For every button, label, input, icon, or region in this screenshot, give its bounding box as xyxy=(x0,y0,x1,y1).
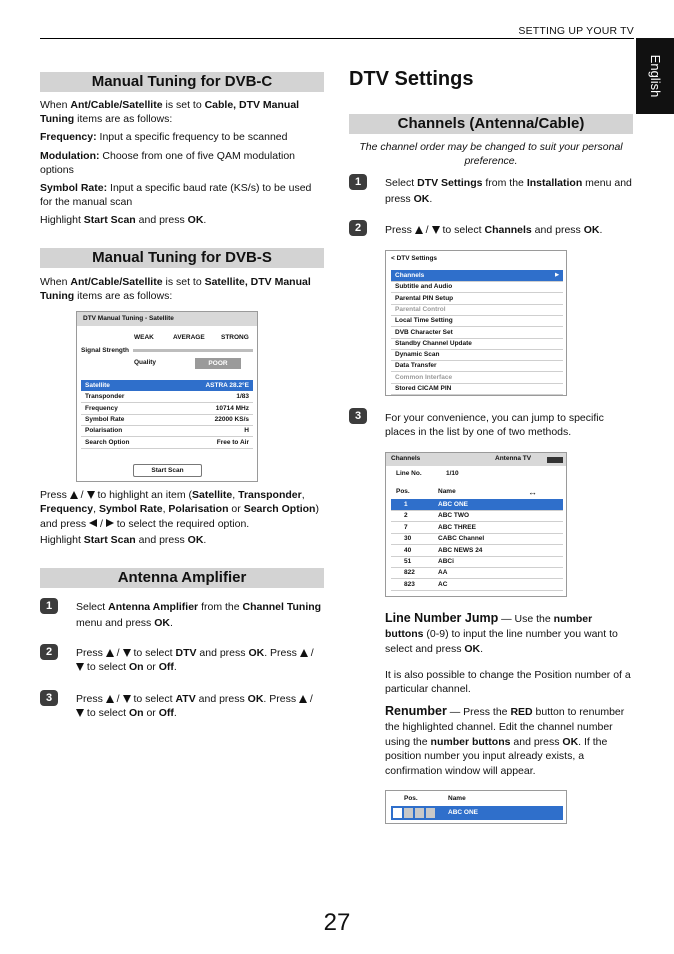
step-number-2: 2 xyxy=(40,644,58,660)
screen-title: DTV Manual Tuning - Satellite xyxy=(77,312,257,326)
channel-row[interactable] xyxy=(391,533,563,544)
menu-item-label: Standby Channel Update xyxy=(395,339,472,347)
dvbs-setting-label: Frequency xyxy=(85,404,118,412)
menu-item-label: Parental PIN Setup xyxy=(395,294,454,302)
dvbs-setting-label: Symbol Rate xyxy=(85,415,125,423)
language-tab xyxy=(636,38,674,114)
channels-title: Channels xyxy=(391,455,421,462)
dvbc-modulation: Modulation: Choose from one of five QAM modulation options xyxy=(40,150,295,177)
menu-item[interactable] xyxy=(391,270,563,281)
section-title-channels: Channels (Antenna/Cable) xyxy=(349,114,633,134)
dvbs-setting-label: Transponder xyxy=(85,393,125,401)
channel-position: 2 xyxy=(404,512,408,520)
down-arrow-icon xyxy=(76,663,84,671)
line-no-value: 1/10 xyxy=(446,470,459,477)
channel-name: ABC THREE xyxy=(438,523,476,531)
menu-title: < DTV Settings xyxy=(391,255,438,262)
signal-strength-bar xyxy=(133,349,253,352)
menu-item[interactable] xyxy=(391,293,563,304)
col-name-header: Name xyxy=(438,488,456,495)
menu-item-label: Channels xyxy=(395,272,425,279)
digit-box[interactable] xyxy=(404,808,413,818)
menu-item-label: Common Interface xyxy=(395,373,453,381)
page-number: 27 xyxy=(323,909,351,936)
renumber-channel-name: ABC ONE xyxy=(448,809,478,816)
row-divider xyxy=(391,590,563,591)
menu-item-label: Local Time Setting xyxy=(395,317,453,325)
amplifier-step-1: Select Antenna Amplifier from the Channel Tuning menu and press OK. xyxy=(76,601,322,629)
quality-value: POOR xyxy=(195,358,241,369)
menu-item[interactable] xyxy=(391,338,563,349)
channel-position: 822 xyxy=(404,569,415,577)
channel-name: ABCi xyxy=(438,558,454,565)
up-arrow-icon xyxy=(299,695,307,703)
channel-row[interactable] xyxy=(391,545,563,556)
channel-name: CABC Channel xyxy=(438,535,485,543)
renumber-col-pos: Pos. xyxy=(404,795,418,802)
battery-icon xyxy=(547,457,563,463)
up-arrow-icon xyxy=(70,491,78,499)
up-arrow-icon xyxy=(106,695,114,703)
col-pos-header: Pos. xyxy=(396,488,410,495)
menu-item[interactable] xyxy=(391,304,563,315)
left-arrow-icon xyxy=(89,519,97,527)
channel-name: AC xyxy=(438,580,448,588)
row-divider xyxy=(81,448,253,449)
dtv-step-2: Press / to select Channels and press OK. xyxy=(385,224,603,236)
menu-item-label: Stored CICAM PIN xyxy=(395,385,452,392)
dtv-settings-menu-screen xyxy=(385,250,567,396)
renumber-col-name: Name xyxy=(448,795,466,802)
dvbs-setting-label: Satellite xyxy=(85,382,110,389)
dvbs-setting-row[interactable] xyxy=(81,414,253,425)
step-number-1: 1 xyxy=(40,598,58,614)
up-arrow-icon xyxy=(415,226,423,234)
dvbc-intro: When Ant/Cable/Satellite is set to Cable, DTV Manual Tuning items are as follows: xyxy=(40,99,300,126)
dtv-step-1: Select DTV Settings from the Installation menu and press OK. xyxy=(385,177,632,205)
chevron-right-icon: ▶ xyxy=(555,272,559,278)
signal-label-average: AVERAGE xyxy=(173,334,205,341)
menu-item-label: Subtitle and Audio xyxy=(395,283,453,291)
running-header: SETTING UP YOUR TV xyxy=(518,25,634,37)
menu-item-label: Data Transfer xyxy=(395,362,437,370)
section-title-dvbs: Manual Tuning for DVB-S xyxy=(40,248,324,268)
dvbc-symbol-rate: Symbol Rate: Input a specific baud rate (KS/s) to be used for the manual scan xyxy=(40,182,312,209)
dvbs-setting-value: ASTRA 28.2°E xyxy=(205,382,249,389)
start-scan-button[interactable]: Start Scan xyxy=(133,464,202,477)
menu-item-label: Parental Control xyxy=(395,305,446,313)
dvbs-setting-row[interactable] xyxy=(81,403,253,414)
channel-row[interactable] xyxy=(391,567,563,578)
down-arrow-icon xyxy=(123,649,131,657)
down-arrow-icon xyxy=(432,226,440,234)
signal-label-strong: STRONG xyxy=(221,334,249,341)
line-no-label: Line No. xyxy=(396,470,422,477)
channel-position: 7 xyxy=(404,523,408,531)
dvbs-highlight: Highlight Start Scan and press OK. xyxy=(40,534,207,546)
renumber-row[interactable] xyxy=(391,806,563,820)
menu-item[interactable] xyxy=(391,281,563,292)
channel-position: 51 xyxy=(404,558,412,565)
signal-strength-label: Signal Strength xyxy=(81,347,130,354)
page-title: DTV Settings xyxy=(349,68,474,90)
dvbc-highlight: Highlight Start Scan and press OK. xyxy=(40,214,207,226)
up-arrow-icon xyxy=(106,649,114,657)
dvbs-setting-value: 22000 KS/s xyxy=(214,415,249,423)
dvbs-intro: When Ant/Cable/Satellite is set to Satellite, DTV Manual Tuning items are as follows: xyxy=(40,276,311,303)
section-title-dvbc: Manual Tuning for DVB-C xyxy=(40,72,324,92)
header-rule xyxy=(40,38,634,39)
down-arrow-icon xyxy=(123,695,131,703)
channel-position: 30 xyxy=(404,535,412,543)
step-number-3: 3 xyxy=(40,690,58,706)
step-number-2: 2 xyxy=(349,220,367,236)
channel-name: AA xyxy=(438,569,448,577)
dtv-step-3: For your convenience, you can jump to specific places in the list by one of two methods. xyxy=(385,412,604,439)
digit-box[interactable] xyxy=(415,808,424,818)
dvbs-setting-row[interactable] xyxy=(81,380,253,391)
dvbs-tuning-screen xyxy=(76,311,258,482)
renumber-screen xyxy=(385,790,567,824)
digit-box[interactable] xyxy=(426,808,435,818)
menu-item-label: Dynamic Scan xyxy=(395,351,440,359)
quality-label: Quality xyxy=(134,359,157,366)
section-title-amplifier: Antenna Amplifier xyxy=(40,568,324,588)
dvbs-setting-value: 1/83 xyxy=(236,393,249,401)
step-number-3: 3 xyxy=(349,408,367,424)
channel-row[interactable] xyxy=(391,579,563,590)
channel-order-note: The channel order may be changed to suit your personal preference. xyxy=(359,141,623,168)
channels-list-screen xyxy=(385,452,567,597)
channel-row[interactable] xyxy=(391,499,563,510)
dvbs-setting-value: H xyxy=(244,427,249,435)
amplifier-step-3: Press / to select ATV and press OK. Press / to select On or Off. xyxy=(76,693,313,720)
channels-source: Antenna TV xyxy=(495,455,532,462)
dvbs-setting-row[interactable] xyxy=(81,425,253,436)
menu-item-label: DVB Character Set xyxy=(395,328,453,336)
menu-item[interactable] xyxy=(391,372,563,383)
position-change-text: It is also possible to change the Position number of a particular channel. xyxy=(385,669,631,696)
menu-item[interactable] xyxy=(391,360,563,371)
signal-label-weak: WEAK xyxy=(134,334,154,341)
channel-position: 823 xyxy=(404,580,415,588)
channel-name: ABC ONE xyxy=(438,501,468,508)
dvbs-setting-row[interactable] xyxy=(81,391,253,402)
right-arrow-icon xyxy=(106,519,114,527)
down-arrow-icon xyxy=(76,709,84,717)
down-arrow-icon xyxy=(87,491,95,499)
menu-item[interactable] xyxy=(391,349,563,360)
menu-item[interactable] xyxy=(391,383,563,394)
digit-box[interactable] xyxy=(393,808,402,818)
channel-name: ABC NEWS 24 xyxy=(438,546,483,554)
row-divider xyxy=(391,394,563,395)
channel-position: 1 xyxy=(404,501,408,508)
dvbs-setting-label: Polarisation xyxy=(85,427,123,435)
up-arrow-icon xyxy=(300,649,308,657)
language-tab-label: English xyxy=(647,54,663,98)
dvbs-setting-value: Free to Air xyxy=(216,438,249,446)
menu-item[interactable] xyxy=(391,327,563,338)
dvbs-setting-row[interactable] xyxy=(81,437,253,448)
channel-row[interactable] xyxy=(391,556,563,567)
dvbc-frequency: Frequency: Input a specific frequency to be scanned xyxy=(40,131,288,143)
channel-row[interactable] xyxy=(391,510,563,521)
sort-icon[interactable]: ↔ xyxy=(528,487,537,497)
channel-row[interactable] xyxy=(391,522,563,533)
dvbs-setting-value: 10714 MHz xyxy=(215,404,249,412)
amplifier-step-2: Press / to select DTV and press OK. Press / to select On or Off. xyxy=(76,647,314,674)
channel-position: 40 xyxy=(404,546,412,554)
dvbs-press-instruction: Press / to highlight an item (Satellite, Transponder, Frequency, Symbol Rate, Polarisation or Search Option) and press / to select the required option. xyxy=(40,489,319,530)
dvbs-setting-label: Search Option xyxy=(85,438,130,446)
step-number-1: 1 xyxy=(349,174,367,190)
line-number-jump: Line Number Jump — Use the number buttons (0-9) to input the line number you want to select and press OK. xyxy=(385,611,618,655)
menu-item[interactable] xyxy=(391,315,563,326)
channel-name: ABC TWO xyxy=(438,512,470,520)
renumber-text: Renumber — Press the RED button to renumber the highlighted channel. Edit the channel number using the number buttons and press OK. If the position number you input already exists, a confirmation window will appear. xyxy=(385,704,625,777)
